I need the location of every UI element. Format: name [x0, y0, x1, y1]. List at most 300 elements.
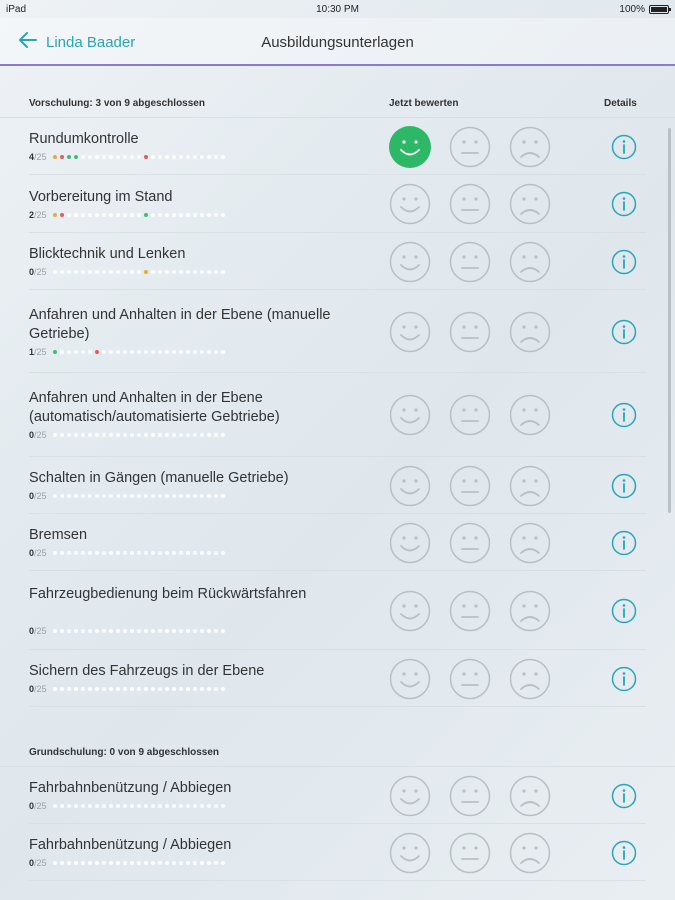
rate-happy-button[interactable] [389, 658, 431, 700]
scrollbar[interactable] [668, 128, 671, 513]
training-item-row [29, 233, 646, 290]
rate-neutral-button[interactable] [449, 126, 491, 168]
smiley-neutral-icon [449, 522, 491, 564]
rate-happy-button[interactable] [389, 775, 431, 817]
rate-neutral-button[interactable] [449, 775, 491, 817]
progress-dot [102, 494, 106, 498]
battery-percent: 100% [619, 4, 645, 15]
progress-dot [95, 433, 99, 437]
progress-dot [144, 861, 148, 865]
progress-dot [137, 155, 141, 159]
progress-dot [81, 155, 85, 159]
progress-dot [151, 687, 155, 691]
progress-dot [130, 551, 134, 555]
progress-dot [165, 861, 169, 865]
progress-dot [158, 629, 162, 633]
progress-dot [95, 213, 99, 217]
progress-dot [165, 155, 169, 159]
progress-dot [102, 861, 106, 865]
training-item-row [29, 373, 646, 457]
progress-dot [88, 861, 92, 865]
progress-dot [221, 155, 225, 159]
smiley-neutral-icon [449, 832, 491, 874]
smiley-sad-icon [509, 465, 551, 507]
progress-dot [102, 551, 106, 555]
progress-dot [186, 687, 190, 691]
info-icon [611, 783, 637, 809]
progress-dot [81, 861, 85, 865]
column-header-details: Details [604, 98, 637, 109]
rate-sad-button[interactable] [509, 311, 551, 353]
progress-dot [60, 551, 64, 555]
smiley-happy-icon [389, 658, 431, 700]
progress-dot [53, 687, 57, 691]
details-info-button[interactable] [611, 598, 637, 624]
training-item-row [29, 650, 646, 707]
progress-dot [221, 433, 225, 437]
progress-dot [74, 551, 78, 555]
progress-dot [116, 629, 120, 633]
progress-dot [165, 213, 169, 217]
training-item-label: Anfahren und Anhalten in der Ebene (automatisch/automatisierte Gebtriebe) [29, 390, 280, 425]
rate-happy-button[interactable] [389, 394, 431, 436]
progress-dots [53, 155, 225, 159]
progress-dot [74, 350, 78, 354]
training-item-label: Vorbereitung im Stand [29, 189, 173, 205]
details-info-button[interactable] [611, 191, 637, 217]
progress-dot [158, 551, 162, 555]
progress-dot [137, 433, 141, 437]
details-info-button[interactable] [611, 840, 637, 866]
progress-count [29, 210, 47, 220]
progress-dot [172, 350, 176, 354]
progress-dot [207, 804, 211, 808]
progress-dot [200, 687, 204, 691]
progress-dot [158, 494, 162, 498]
progress-dot [109, 270, 113, 274]
progress-dot [88, 350, 92, 354]
progress-dot [144, 155, 148, 159]
training-item-label: Bremsen [29, 527, 88, 543]
progress-dot [200, 861, 204, 865]
training-progress [29, 801, 225, 811]
progress-dot [214, 433, 218, 437]
smiley-sad-icon [509, 183, 551, 225]
progress-dot [102, 213, 106, 217]
details-info-button[interactable] [611, 530, 637, 556]
info-icon [611, 598, 637, 624]
progress-total: /25 [34, 347, 47, 357]
training-item-label: Anfahren und Anhalten in der Ebene (manuelle Getriebe) [29, 307, 331, 342]
progress-dot [144, 350, 148, 354]
smiley-neutral-icon [449, 183, 491, 225]
progress-dot [81, 213, 85, 217]
info-icon [611, 249, 637, 275]
progress-dot [214, 861, 218, 865]
progress-dot [158, 687, 162, 691]
training-list [0, 88, 675, 881]
progress-dot [151, 804, 155, 808]
progress-dot [193, 155, 197, 159]
progress-done: 1 [29, 347, 35, 357]
progress-dot [151, 350, 155, 354]
progress-dot [60, 687, 64, 691]
progress-dot [221, 861, 225, 865]
training-item-label: Schalten in Gängen (manuelle Getriebe) [29, 470, 289, 486]
progress-dot [53, 494, 57, 498]
progress-dot [130, 687, 134, 691]
progress-dot [144, 551, 148, 555]
progress-dot [144, 433, 148, 437]
progress-dot [193, 494, 197, 498]
rate-sad-button[interactable] [509, 590, 551, 632]
progress-dot [81, 551, 85, 555]
progress-dot [109, 861, 113, 865]
rate-neutral-button[interactable] [449, 590, 491, 632]
progress-dot [165, 270, 169, 274]
progress-done: 0 [29, 430, 35, 440]
device-name: iPad [6, 4, 27, 15]
rate-happy-button[interactable] [389, 183, 431, 225]
training-progress [29, 210, 225, 220]
progress-dot [221, 270, 225, 274]
progress-total: /25 [34, 626, 47, 636]
progress-dot [144, 804, 148, 808]
rate-sad-button[interactable] [509, 522, 551, 564]
progress-dot [123, 804, 127, 808]
progress-dot [130, 629, 134, 633]
details-info-button[interactable] [611, 783, 637, 809]
rate-neutral-button[interactable] [449, 311, 491, 353]
progress-dot [165, 629, 169, 633]
progress-dot [123, 350, 127, 354]
progress-dots [53, 551, 225, 555]
column-header-rate: Jetzt bewerten [389, 98, 459, 109]
progress-dots [53, 270, 225, 274]
progress-dot [88, 804, 92, 808]
rate-sad-button[interactable] [509, 183, 551, 225]
progress-count [29, 801, 47, 811]
smiley-sad-icon [509, 832, 551, 874]
progress-total: /25 [34, 858, 47, 868]
info-icon [611, 530, 637, 556]
rate-neutral-button[interactable] [449, 465, 491, 507]
progress-dot [193, 350, 197, 354]
progress-done: 0 [29, 548, 35, 558]
progress-dot [165, 433, 169, 437]
progress-dot [137, 213, 141, 217]
progress-dot [221, 494, 225, 498]
progress-dots [53, 433, 225, 437]
progress-dot [137, 551, 141, 555]
progress-dot [60, 270, 64, 274]
progress-dot [67, 213, 71, 217]
training-item-row [29, 767, 646, 824]
info-icon [611, 402, 637, 428]
progress-count [29, 430, 47, 440]
progress-dot [214, 270, 218, 274]
smiley-neutral-icon [449, 311, 491, 353]
smiley-happy-icon [389, 465, 431, 507]
smiley-neutral-icon [449, 775, 491, 817]
progress-dot [165, 551, 169, 555]
progress-done: 2 [29, 210, 35, 220]
progress-count [29, 548, 47, 558]
info-icon [611, 840, 637, 866]
progress-dot [53, 804, 57, 808]
smiley-happy-icon [389, 394, 431, 436]
smiley-happy-icon [389, 311, 431, 353]
progress-dot [179, 350, 183, 354]
progress-dots [53, 687, 225, 691]
progress-dot [151, 270, 155, 274]
training-progress [29, 430, 225, 440]
progress-dot [81, 804, 85, 808]
progress-dot [221, 629, 225, 633]
progress-dot [74, 494, 78, 498]
details-info-button[interactable] [611, 134, 637, 160]
progress-dot [186, 804, 190, 808]
rate-sad-button[interactable] [509, 775, 551, 817]
progress-dot [81, 433, 85, 437]
progress-dot [179, 213, 183, 217]
progress-dot [102, 270, 106, 274]
progress-dot [95, 155, 99, 159]
progress-dot [172, 804, 176, 808]
progress-dot [60, 494, 64, 498]
progress-dot [95, 804, 99, 808]
progress-dot [109, 155, 113, 159]
progress-dot [95, 350, 99, 354]
progress-dot [186, 350, 190, 354]
progress-dot [88, 629, 92, 633]
progress-dot [207, 433, 211, 437]
progress-dot [116, 213, 120, 217]
training-progress [29, 347, 225, 357]
rate-happy-button[interactable] [389, 590, 431, 632]
details-info-button[interactable] [611, 473, 637, 499]
rate-happy-button[interactable] [389, 311, 431, 353]
smiley-neutral-icon [449, 658, 491, 700]
progress-dot [67, 155, 71, 159]
training-item-row [29, 118, 646, 175]
details-info-button[interactable] [611, 319, 637, 345]
progress-dot [102, 687, 106, 691]
smiley-happy-icon [389, 126, 431, 168]
back-label: Linda Baader [46, 33, 136, 51]
progress-dot [116, 350, 120, 354]
progress-dot [116, 861, 120, 865]
rate-happy-button[interactable] [389, 126, 431, 168]
progress-dot [95, 861, 99, 865]
smiley-sad-icon [509, 590, 551, 632]
smiley-neutral-icon [449, 465, 491, 507]
rate-happy-button[interactable] [389, 465, 431, 507]
progress-dot [158, 155, 162, 159]
section-spacer [0, 707, 675, 737]
rate-neutral-button[interactable] [449, 183, 491, 225]
progress-dot [53, 270, 57, 274]
progress-dot [179, 433, 183, 437]
smiley-neutral-icon [449, 394, 491, 436]
progress-dot [158, 433, 162, 437]
progress-dot [214, 804, 218, 808]
progress-dot [53, 861, 57, 865]
progress-dot [179, 861, 183, 865]
rate-happy-button[interactable] [389, 522, 431, 564]
rate-neutral-button[interactable] [449, 394, 491, 436]
progress-dot [137, 270, 141, 274]
details-info-button[interactable] [611, 666, 637, 692]
progress-done: 0 [29, 626, 35, 636]
progress-dot [130, 155, 134, 159]
progress-dot [109, 629, 113, 633]
status-time: 10:30 PM [316, 4, 359, 15]
progress-dot [67, 494, 71, 498]
progress-dot [172, 861, 176, 865]
progress-count [29, 491, 47, 501]
progress-dot [179, 155, 183, 159]
details-info-button[interactable] [611, 249, 637, 275]
progress-dot [186, 213, 190, 217]
progress-dot [95, 551, 99, 555]
rate-sad-button[interactable] [509, 126, 551, 168]
page-title: Ausbildungsunterlagen [261, 34, 414, 51]
info-icon [611, 666, 637, 692]
training-progress [29, 626, 225, 636]
progress-dot [81, 687, 85, 691]
progress-dot [53, 433, 57, 437]
rate-happy-button[interactable] [389, 241, 431, 283]
progress-dot [144, 494, 148, 498]
progress-dot [109, 804, 113, 808]
progress-dot [88, 270, 92, 274]
progress-count [29, 626, 47, 636]
progress-done: 0 [29, 858, 35, 868]
progress-dot [186, 494, 190, 498]
training-progress [29, 152, 225, 162]
progress-dot [88, 155, 92, 159]
rate-sad-button[interactable] [509, 658, 551, 700]
progress-dot [67, 551, 71, 555]
progress-dot [207, 687, 211, 691]
progress-dot [88, 213, 92, 217]
details-info-button[interactable] [611, 402, 637, 428]
progress-dot [193, 551, 197, 555]
progress-count [29, 347, 47, 357]
progress-dot [130, 861, 134, 865]
progress-done: 4 [29, 152, 35, 162]
battery-icon [649, 5, 669, 14]
progress-dot [207, 629, 211, 633]
progress-dot [193, 629, 197, 633]
progress-dot [109, 350, 113, 354]
progress-done: 0 [29, 684, 35, 694]
progress-dot [67, 861, 71, 865]
progress-dot [144, 270, 148, 274]
progress-dot [123, 270, 127, 274]
smiley-sad-icon [509, 241, 551, 283]
rate-sad-button[interactable] [509, 241, 551, 283]
rate-neutral-button[interactable] [449, 241, 491, 283]
progress-dot [179, 804, 183, 808]
progress-dot [116, 270, 120, 274]
progress-dot [172, 494, 176, 498]
progress-dot [172, 551, 176, 555]
progress-dot [207, 551, 211, 555]
progress-dot [200, 270, 204, 274]
progress-done: 0 [29, 801, 35, 811]
progress-dot [53, 551, 57, 555]
rate-neutral-button[interactable] [449, 522, 491, 564]
section-header [0, 737, 675, 767]
progress-count [29, 684, 47, 694]
progress-dot [130, 494, 134, 498]
rate-happy-button[interactable] [389, 832, 431, 874]
smiley-happy-icon [389, 241, 431, 283]
progress-dot [151, 213, 155, 217]
progress-dot [116, 494, 120, 498]
rate-neutral-button[interactable] [449, 832, 491, 874]
progress-dot [130, 433, 134, 437]
progress-dot [74, 155, 78, 159]
progress-dot [88, 687, 92, 691]
progress-dot [207, 213, 211, 217]
progress-dot [67, 350, 71, 354]
progress-dot [95, 687, 99, 691]
progress-dot [207, 270, 211, 274]
progress-dot [123, 155, 127, 159]
progress-dot [151, 861, 155, 865]
progress-dot [74, 629, 78, 633]
progress-dots [53, 804, 225, 808]
progress-dot [186, 270, 190, 274]
info-icon [611, 319, 637, 345]
progress-dot [186, 155, 190, 159]
training-progress [29, 684, 225, 694]
progress-dot [214, 629, 218, 633]
progress-dot [102, 629, 106, 633]
rate-sad-button[interactable] [509, 832, 551, 874]
section-title: Vorschulung: 3 von 9 abgeschlossen [29, 98, 205, 109]
smiley-neutral-icon [449, 590, 491, 632]
training-item-label: Sichern des Fahrzeugs in der Ebene [29, 663, 265, 679]
training-item-row [29, 457, 646, 514]
progress-dot [151, 433, 155, 437]
rate-sad-button[interactable] [509, 465, 551, 507]
smiley-sad-icon [509, 658, 551, 700]
rate-neutral-button[interactable] [449, 658, 491, 700]
status-bar [0, 0, 675, 18]
progress-dot [172, 213, 176, 217]
progress-dot [158, 213, 162, 217]
progress-dot [74, 687, 78, 691]
progress-done: 0 [29, 267, 35, 277]
progress-dot [165, 350, 169, 354]
info-icon [611, 191, 637, 217]
progress-dot [214, 551, 218, 555]
progress-dot [109, 494, 113, 498]
progress-total: /25 [34, 491, 47, 501]
progress-dot [214, 687, 218, 691]
info-icon [611, 134, 637, 160]
progress-dot [165, 804, 169, 808]
rate-sad-button[interactable] [509, 394, 551, 436]
progress-dot [186, 629, 190, 633]
progress-dots [53, 213, 225, 217]
progress-dot [60, 433, 64, 437]
progress-dot [88, 494, 92, 498]
